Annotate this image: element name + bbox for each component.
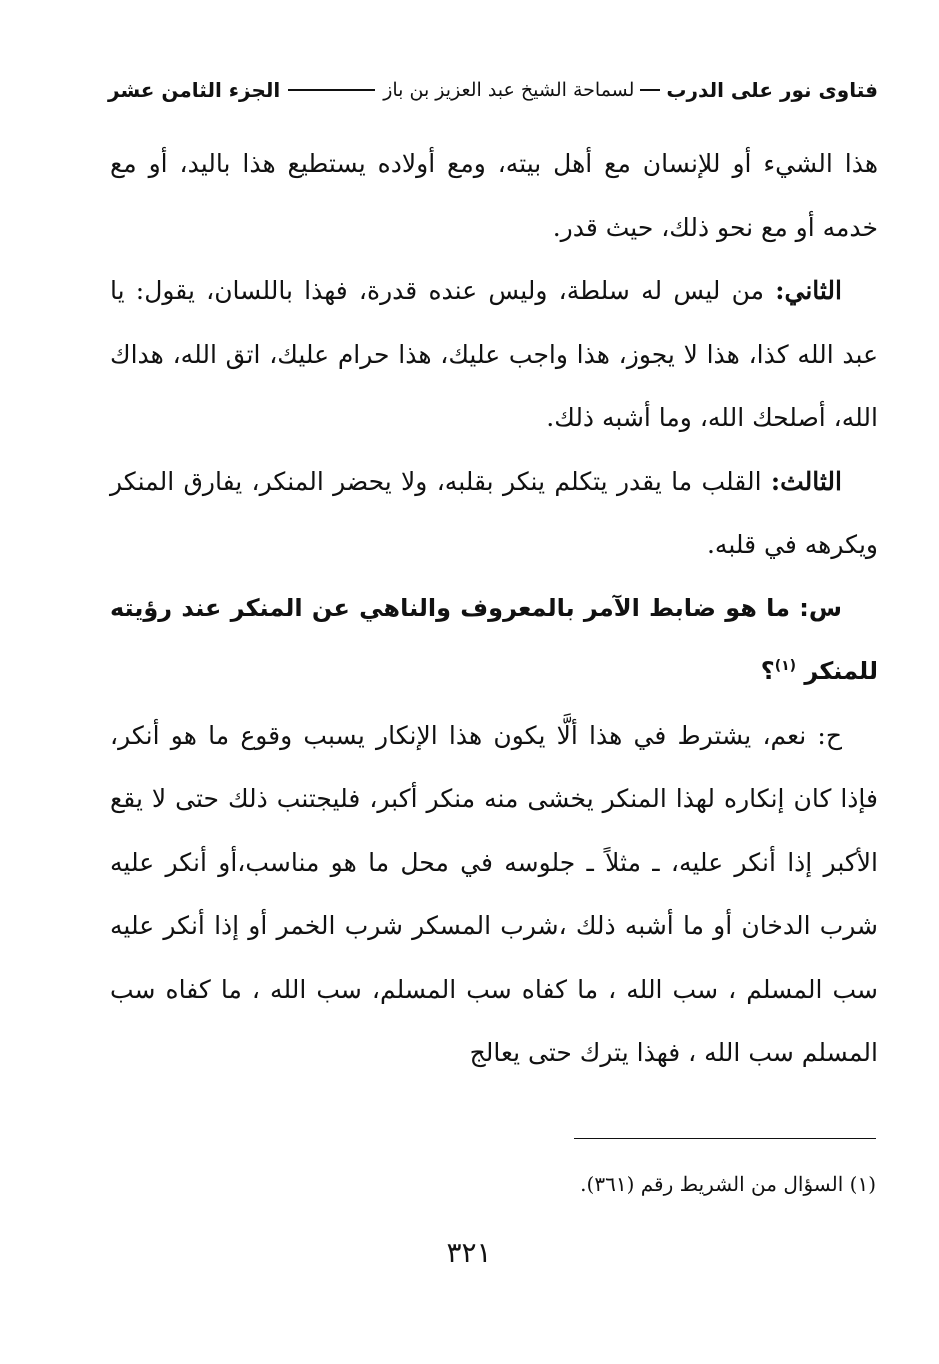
body-text (110, 132, 878, 1085)
footnote: (١) السؤال من الشريط رقم (٣٦١). (580, 1172, 876, 1196)
book-title: فتاوى نور على الدرب (666, 78, 878, 102)
third-label: الثالث: (770, 466, 842, 496)
question-text: س: ما هو ضابط الآمر بالمعروف والناهي عن المنكر عند رؤيته للمنكر (110, 593, 878, 685)
footnote-reference: (١) (774, 658, 797, 674)
author-name: لسماحة الشيخ عبد العزيز بن باز (383, 79, 635, 101)
third-text: القلب ما يقدر يتكلم ينكر بقلبه، ولا يحضر المنكر، يفارق المنكر ويكرهه في قلبه. (110, 466, 878, 559)
footnote-separator (574, 1138, 876, 1139)
second-label: الثاني: (775, 276, 842, 305)
answer-paragraph: ح: نعم، يشترط في هذا ألَّا يكون هذا الإنكار يسبب وقوع ما هو أنكر، فإذا كان إنكاره لهذا المنكر يخشى منه منكر أكبر، فليجتنب ذلك حتى لا يقع الأكبر إذا أنكر عليه، ـ مثلاً ـ جلوسه في محل ما هو مناسب،أو أنكر عليه شرب الدخان أو ما أشبه ذلك ،شرب المسكر شرب الخمر أو إذا أنكر عليه سب المسلم ، سب الله ، ما كفاه سب المسلم، سب الله ، ما كفاه سب المسلم سب الله ، فهذا يترك حتى يعالج (110, 720, 878, 1067)
running-header (108, 70, 878, 110)
question-paragraph (110, 577, 878, 704)
paragraph-continuation: هذا الشيء أو للإنسان مع أهل بيته، ومع أولاده يستطيع هذا باليد، أو مع خدمه أو مع نحو ذلك، حيث قدر. (110, 149, 878, 242)
part-label: الجزء الثامن عشر (108, 78, 281, 102)
paragraph-second (110, 259, 878, 450)
second-text: من ليس له سلطة، وليس عنده قدرة، فهذا باللسان، يقول: يا عبد الله كذا، هذا لا يجوز، هذا واجب عليك، هذا حرام عليك، اتق الله، هداك الله، أصلحك الله، وما أشبه ذلك. (110, 276, 878, 432)
page-number: ٣٢١ (446, 1236, 492, 1269)
paragraph-third (110, 450, 878, 577)
question-mark: ؟ (760, 657, 775, 685)
header-dash (640, 89, 660, 91)
header-rule (288, 89, 375, 91)
